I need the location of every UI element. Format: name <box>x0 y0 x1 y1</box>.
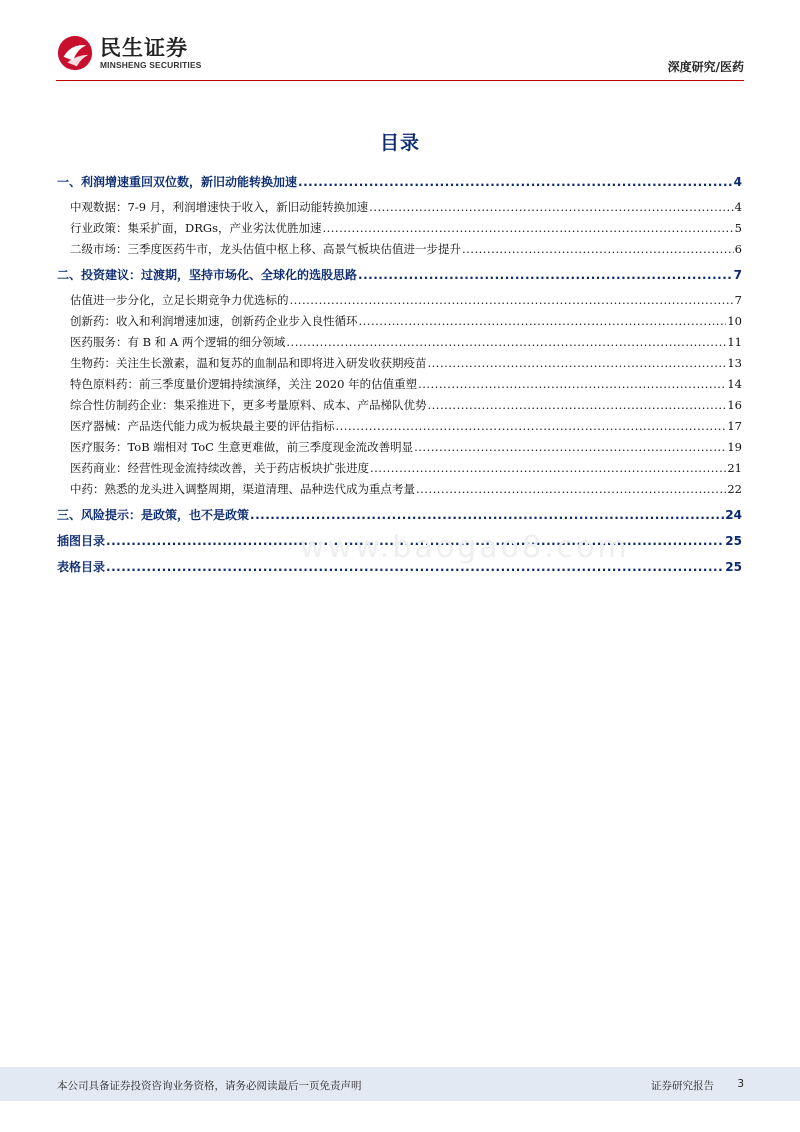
toc-entry[interactable] <box>57 458 742 479</box>
toc-page-number: 4 <box>734 200 742 214</box>
report-type-label: 深度研究/医药 <box>667 60 744 74</box>
toc-leader-dots <box>286 332 726 353</box>
page-header <box>0 0 800 84</box>
toc-entry-title: 创新药：收入和利润增速加速，创新药企业步入良性循环 <box>70 314 358 328</box>
header-divider <box>56 80 744 81</box>
toc-entry-title: 生物药：关注生长激素，温和复苏的血制品和即将进入研发收获期疫苗 <box>70 356 427 370</box>
toc-leader-dots <box>414 437 726 458</box>
toc-entry-title: 中药：熟悉的龙头进入调整周期，渠道清理、品种迭代成为重点考量 <box>70 482 415 496</box>
toc-leader-dots <box>428 353 727 374</box>
toc-page-number: 24 <box>725 508 742 522</box>
toc-page-number: 11 <box>727 335 742 349</box>
toc-section-heading[interactable] <box>57 172 742 193</box>
toc-page-number: 10 <box>727 314 742 328</box>
footer-page-number: 3 <box>737 1078 744 1090</box>
toc-leader-dots <box>416 479 726 500</box>
toc-leader-dots <box>298 172 733 193</box>
footer-doc-type: 证券研究报告 <box>651 1080 714 1092</box>
toc-page-number: 25 <box>725 534 742 548</box>
toc-page-number: 4 <box>733 175 742 189</box>
toc-entry-title: 行业政策：集采扩面，DRGs，产业劣汰优胜加速 <box>70 221 322 235</box>
toc-entry-title: 医药商业：经营性现金流持续改善，关于药店板块扩张进度 <box>70 461 369 475</box>
toc-entry[interactable] <box>57 239 742 260</box>
toc-entry-title: 医疗器械：产品迭代能力成为板块最主要的评估指标 <box>70 419 335 433</box>
page-footer <box>0 1067 800 1101</box>
logo-chinese-name: 民生证券 <box>100 36 188 60</box>
toc-entry-title: 特色原料药：前三季度量价逻辑持续演绎，关注 2020 年的估值重塑 <box>70 377 418 391</box>
toc-entry-title: 医药服务：有 B 和 A 两个逻辑的细分领域 <box>70 335 286 349</box>
toc-section-heading[interactable] <box>57 505 742 526</box>
toc-entry[interactable] <box>57 416 742 437</box>
toc-leader-dots <box>369 197 734 218</box>
toc-entry[interactable] <box>57 479 742 500</box>
logo-english-name: MINSHENG SECURITIES <box>100 60 202 70</box>
toc-section-title: 插图目录 <box>57 534 106 548</box>
toc-section <box>57 265 742 500</box>
toc-page-number: 6 <box>734 242 742 256</box>
toc-section-heading[interactable] <box>57 265 742 286</box>
toc-page-number: 21 <box>727 461 742 475</box>
toc-leader-dots <box>290 290 734 311</box>
toc-page-number: 5 <box>734 221 742 235</box>
toc-entry[interactable] <box>57 311 742 332</box>
toc-leader-dots <box>322 218 733 239</box>
toc-page-number: 22 <box>727 482 742 496</box>
toc-entry[interactable] <box>57 332 742 353</box>
table-of-contents <box>57 172 742 583</box>
toc-title: 目录 <box>379 132 420 154</box>
toc-section-title: 三、风险提示：是政策，也不是政策 <box>57 508 250 522</box>
toc-page-number: 17 <box>727 419 742 433</box>
toc-entry-title: 综合性仿制药企业：集采推进下，更多考量原料、成本、产品梯队优势 <box>70 398 427 412</box>
toc-entry[interactable] <box>57 437 742 458</box>
toc-leader-dots <box>428 395 727 416</box>
minsheng-logo-icon <box>56 34 94 72</box>
toc-entry[interactable] <box>57 395 742 416</box>
toc-leader-dots <box>462 239 734 260</box>
footer-disclaimer: 本公司具备证券投资咨询业务资格，请务必阅读最后一页免责声明 <box>57 1080 362 1092</box>
toc-entry-title: 中观数据：7-9 月，利润增速快于收入，新旧动能转换加速 <box>70 200 369 214</box>
toc-page-number: 7 <box>733 268 742 282</box>
toc-entry[interactable] <box>57 374 742 395</box>
toc-leader-dots <box>358 265 733 286</box>
watermark: www.baogao8.com <box>300 530 630 565</box>
toc-page-number: 16 <box>727 398 742 412</box>
toc-section-title: 二、投资建议：过渡期，坚持市场化、全球化的选股思路 <box>57 268 358 282</box>
company-logo <box>56 34 202 72</box>
toc-entry-title: 二级市场：三季度医药牛市，龙头估值中枢上移、高景气板块估值进一步提升 <box>70 242 461 256</box>
toc-entry[interactable] <box>57 218 742 239</box>
toc-section-title: 表格目录 <box>57 560 106 574</box>
toc-page-number: 7 <box>734 293 742 307</box>
toc-section-title: 一、利润增速重回双位数，新旧动能转换加速 <box>57 175 298 189</box>
toc-entry-title: 医疗服务：ToB 端相对 ToC 生意更难做，前三季度现金流改善明显 <box>70 440 414 454</box>
toc-entry[interactable] <box>57 290 742 311</box>
toc-leader-dots <box>359 311 727 332</box>
toc-page-number: 25 <box>725 560 742 574</box>
toc-entry[interactable] <box>57 353 742 374</box>
toc-leader-dots <box>336 416 727 437</box>
toc-leader-dots <box>370 458 726 479</box>
toc-entry-title: 估值进一步分化，立足长期竞争力优选标的 <box>70 293 289 307</box>
toc-page-number: 13 <box>727 356 742 370</box>
toc-entry[interactable] <box>57 197 742 218</box>
toc-leader-dots <box>418 374 726 395</box>
toc-leader-dots <box>250 505 724 526</box>
toc-section <box>57 172 742 260</box>
toc-page-number: 19 <box>727 440 742 454</box>
toc-page-number: 14 <box>727 377 742 391</box>
